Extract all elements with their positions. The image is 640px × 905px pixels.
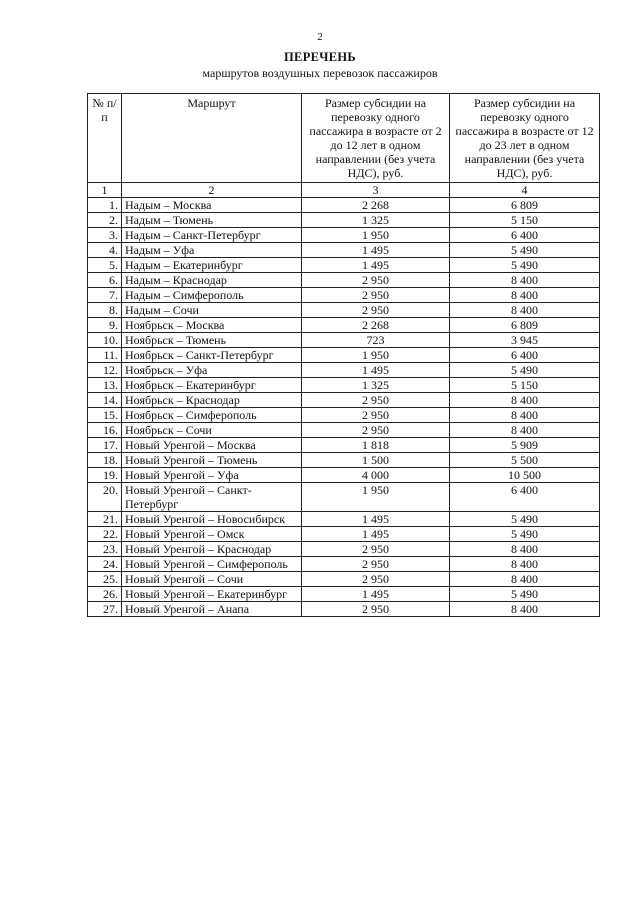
route-name: Новый Уренгой – Сочи <box>122 572 302 587</box>
row-number: 12. <box>88 363 122 378</box>
subsidy-12-23-value: 8 400 <box>450 572 600 587</box>
column-index-row <box>88 183 600 198</box>
row-number: 22. <box>88 527 122 542</box>
header-route: Маршрут <box>122 94 302 183</box>
table-row <box>88 587 600 602</box>
table-row <box>88 453 600 468</box>
subsidy-2-12-value: 1 495 <box>302 243 450 258</box>
subsidy-2-12-value: 2 950 <box>302 572 450 587</box>
row-number: 19. <box>88 468 122 483</box>
subsidy-2-12-value: 2 950 <box>302 408 450 423</box>
column-index: 4 <box>450 183 600 198</box>
table-header-row <box>88 94 600 183</box>
table-row <box>88 542 600 557</box>
table-row <box>88 483 600 512</box>
table-row <box>88 512 600 527</box>
route-name: Новый Уренгой – Краснодар <box>122 542 302 557</box>
row-number: 16. <box>88 423 122 438</box>
column-index: 2 <box>122 183 302 198</box>
subsidy-12-23-value: 8 400 <box>450 557 600 572</box>
route-name: Новый Уренгой – Уфа <box>122 468 302 483</box>
table-row <box>88 468 600 483</box>
row-number: 13. <box>88 378 122 393</box>
routes-table <box>87 93 600 617</box>
table-row <box>88 527 600 542</box>
row-number: 2. <box>88 213 122 228</box>
subsidy-2-12-value: 1 950 <box>302 483 450 512</box>
route-name: Новый Уренгой – Анапа <box>122 602 302 617</box>
row-number: 26. <box>88 587 122 602</box>
subsidy-2-12-value: 2 950 <box>302 393 450 408</box>
route-name: Надым – Москва <box>122 198 302 213</box>
subsidy-12-23-value: 8 400 <box>450 602 600 617</box>
routes-table-body <box>88 183 600 617</box>
header-num: № п/п <box>88 94 122 183</box>
subsidy-2-12-value: 1 325 <box>302 213 450 228</box>
subsidy-12-23-value: 5 909 <box>450 438 600 453</box>
row-number: 5. <box>88 258 122 273</box>
document-title: ПЕРЕЧЕНЬ <box>284 50 356 64</box>
subsidy-2-12-value: 723 <box>302 333 450 348</box>
subsidy-2-12-value: 2 950 <box>302 602 450 617</box>
row-number: 21. <box>88 512 122 527</box>
row-number: 18. <box>88 453 122 468</box>
subsidy-12-23-value: 5 490 <box>450 363 600 378</box>
table-row <box>88 243 600 258</box>
subsidy-12-23-value: 6 809 <box>450 318 600 333</box>
table-row <box>88 333 600 348</box>
subsidy-2-12-value: 2 950 <box>302 273 450 288</box>
subsidy-2-12-value: 2 268 <box>302 318 450 333</box>
table-row <box>88 273 600 288</box>
route-name: Ноябрьск – Тюмень <box>122 333 302 348</box>
route-name: Новый Уренгой – Новосибирск <box>122 512 302 527</box>
header-subsidy-12-23: Размер субсидии на перевозку одного пассажира в возрасте от 12 до 23 лет в одном направлении (без учета НДС), руб. <box>450 94 600 183</box>
route-name: Ноябрьск – Уфа <box>122 363 302 378</box>
subsidy-12-23-value: 8 400 <box>450 408 600 423</box>
row-number: 7. <box>88 288 122 303</box>
subsidy-2-12-value: 1 500 <box>302 453 450 468</box>
subsidy-12-23-value: 5 490 <box>450 527 600 542</box>
table-row <box>88 303 600 318</box>
route-name: Надым – Сочи <box>122 303 302 318</box>
row-number: 27. <box>88 602 122 617</box>
route-name: Новый Уренгой – Москва <box>122 438 302 453</box>
table-row <box>88 198 600 213</box>
route-name: Ноябрьск – Екатеринбург <box>122 378 302 393</box>
subsidy-2-12-value: 4 000 <box>302 468 450 483</box>
table-row <box>88 408 600 423</box>
row-number: 14. <box>88 393 122 408</box>
subsidy-2-12-value: 1 325 <box>302 378 450 393</box>
route-name: Ноябрьск – Сочи <box>122 423 302 438</box>
subsidy-2-12-value: 1 818 <box>302 438 450 453</box>
route-name: Надым – Уфа <box>122 243 302 258</box>
subsidy-12-23-value: 5 490 <box>450 587 600 602</box>
subsidy-12-23-value: 10 500 <box>450 468 600 483</box>
row-number: 20. <box>88 483 122 512</box>
route-name: Надым – Екатеринбург <box>122 258 302 273</box>
table-row <box>88 363 600 378</box>
table-row <box>88 378 600 393</box>
row-number: 24. <box>88 557 122 572</box>
subsidy-12-23-value: 6 400 <box>450 348 600 363</box>
subsidy-12-23-value: 8 400 <box>450 393 600 408</box>
subsidy-12-23-value: 5 150 <box>450 378 600 393</box>
row-number: 8. <box>88 303 122 318</box>
subsidy-12-23-value: 8 400 <box>450 288 600 303</box>
route-name: Надым – Тюмень <box>122 213 302 228</box>
route-name: Надым – Санкт-Петербург <box>122 228 302 243</box>
subsidy-12-23-value: 5 150 <box>450 213 600 228</box>
row-number: 11. <box>88 348 122 363</box>
table-row <box>88 228 600 243</box>
subsidy-12-23-value: 5 490 <box>450 243 600 258</box>
subsidy-2-12-value: 1 950 <box>302 348 450 363</box>
row-number: 17. <box>88 438 122 453</box>
table-row <box>88 572 600 587</box>
document-subtitle: маршрутов воздушных перевозок пассажиров <box>202 66 438 80</box>
column-index: 1 <box>88 183 122 198</box>
row-number: 25. <box>88 572 122 587</box>
table-row <box>88 423 600 438</box>
table-row <box>88 213 600 228</box>
subsidy-12-23-value: 5 490 <box>450 512 600 527</box>
table-row <box>88 288 600 303</box>
subsidy-12-23-value: 5 500 <box>450 453 600 468</box>
route-name: Новый Уренгой – Санкт-Петербург <box>122 483 302 512</box>
header-subsidy-2-12: Размер субсидии на перевозку одного пассажира в возрасте от 2 до 12 лет в одном направлении (без учета НДС), руб. <box>302 94 450 183</box>
route-name: Новый Уренгой – Екатеринбург <box>122 587 302 602</box>
table-row <box>88 438 600 453</box>
subsidy-2-12-value: 1 495 <box>302 527 450 542</box>
row-number: 3. <box>88 228 122 243</box>
subsidy-2-12-value: 2 950 <box>302 557 450 572</box>
subsidy-12-23-value: 5 490 <box>450 258 600 273</box>
row-number: 23. <box>88 542 122 557</box>
subsidy-12-23-value: 8 400 <box>450 303 600 318</box>
row-number: 9. <box>88 318 122 333</box>
route-name: Надым – Краснодар <box>122 273 302 288</box>
subsidy-12-23-value: 8 400 <box>450 542 600 557</box>
route-name: Новый Уренгой – Симферополь <box>122 557 302 572</box>
route-name: Ноябрьск – Симферополь <box>122 408 302 423</box>
table-row <box>88 318 600 333</box>
subsidy-2-12-value: 2 950 <box>302 542 450 557</box>
subsidy-2-12-value: 1 495 <box>302 258 450 273</box>
page-number: 2 <box>317 31 323 43</box>
table-row <box>88 557 600 572</box>
subsidy-12-23-value: 6 809 <box>450 198 600 213</box>
table-row <box>88 348 600 363</box>
subsidy-2-12-value: 1 495 <box>302 587 450 602</box>
subsidy-12-23-value: 8 400 <box>450 273 600 288</box>
subsidy-12-23-value: 6 400 <box>450 228 600 243</box>
subsidy-2-12-value: 1 495 <box>302 363 450 378</box>
table-row <box>88 393 600 408</box>
route-name: Надым – Симферополь <box>122 288 302 303</box>
row-number: 1. <box>88 198 122 213</box>
table-row <box>88 602 600 617</box>
subsidy-2-12-value: 1 950 <box>302 228 450 243</box>
route-name: Новый Уренгой – Омск <box>122 527 302 542</box>
subsidy-2-12-value: 2 268 <box>302 198 450 213</box>
column-index: 3 <box>302 183 450 198</box>
subsidy-12-23-value: 8 400 <box>450 423 600 438</box>
subsidy-2-12-value: 1 495 <box>302 512 450 527</box>
subsidy-12-23-value: 3 945 <box>450 333 600 348</box>
row-number: 10. <box>88 333 122 348</box>
row-number: 6. <box>88 273 122 288</box>
subsidy-2-12-value: 2 950 <box>302 288 450 303</box>
table-row <box>88 258 600 273</box>
subsidy-2-12-value: 2 950 <box>302 303 450 318</box>
subsidy-12-23-value: 6 400 <box>450 483 600 512</box>
row-number: 15. <box>88 408 122 423</box>
route-name: Ноябрьск – Краснодар <box>122 393 302 408</box>
route-name: Новый Уренгой – Тюмень <box>122 453 302 468</box>
subsidy-2-12-value: 2 950 <box>302 423 450 438</box>
route-name: Ноябрьск – Санкт-Петербург <box>122 348 302 363</box>
row-number: 4. <box>88 243 122 258</box>
route-name: Ноябрьск – Москва <box>122 318 302 333</box>
